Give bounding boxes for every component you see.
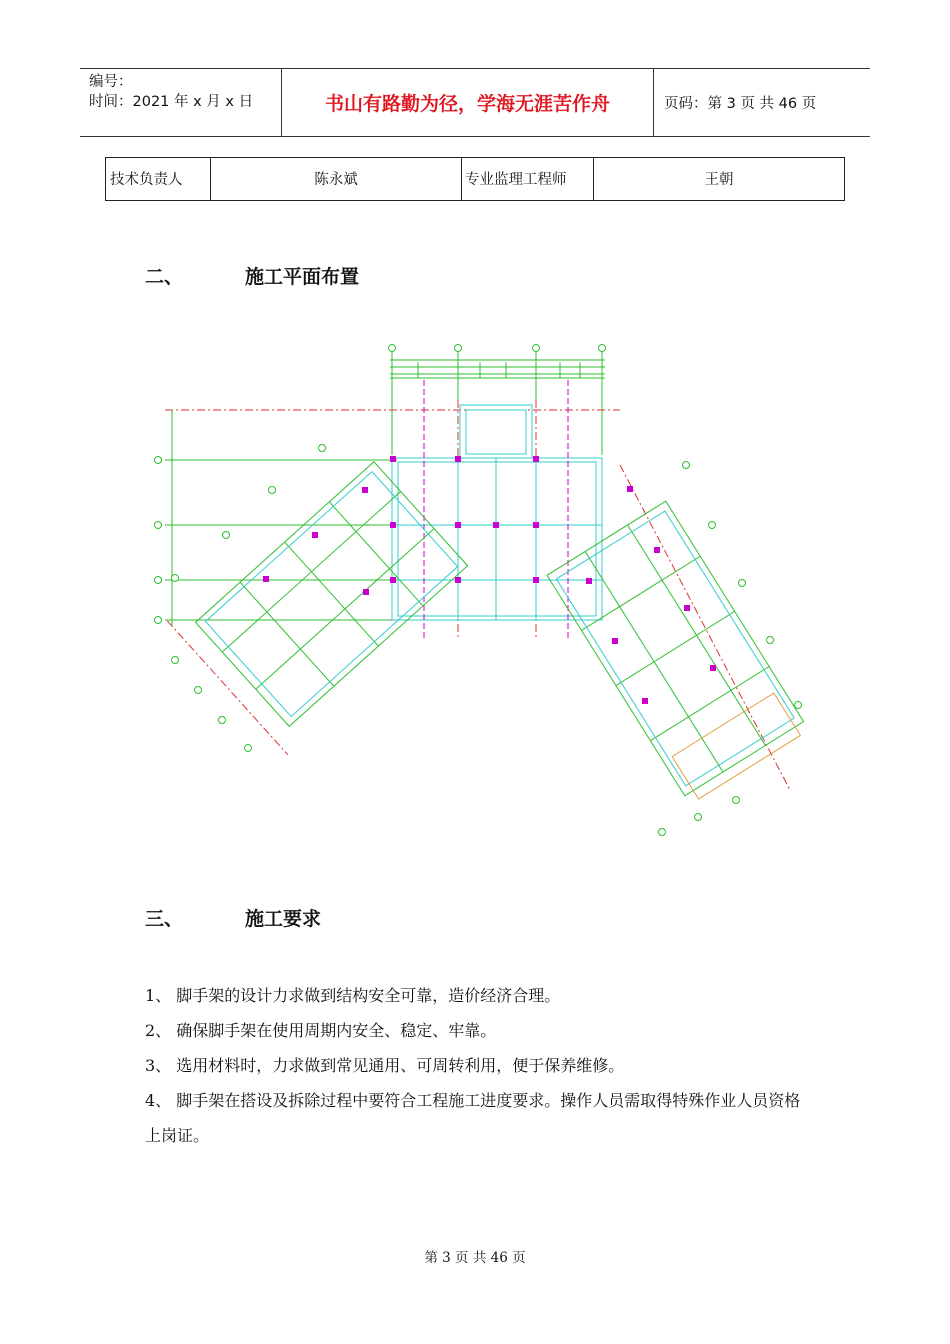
axis-bubbles: [155, 345, 802, 836]
section-number: 三、: [145, 908, 184, 930]
document-number-label: 编号：: [89, 74, 133, 90]
header-motto: 书山有路勤为径，学海无涯苦作舟: [282, 69, 654, 136]
section-heading-requirements: [145, 904, 321, 931]
supervisor-name: 王朝: [704, 172, 734, 188]
section-title: 施工要求: [245, 908, 322, 930]
left-dimension-lines: [165, 410, 390, 625]
requirement-item: 1、 脚手架的设计力求做到结构安全可靠，造价经济合理。: [145, 986, 561, 1005]
requirement-item: 4、 脚手架在搭设及拆除过程中要符合工程施工进度要求。操作人员需取得特殊作业人员资格上岗证。: [145, 1091, 801, 1145]
page-header: [80, 68, 870, 137]
requirement-item: 2、 确保脚手架在使用周期内安全、稳定、牢靠。: [145, 1021, 497, 1040]
supervisor-label: 专业监理工程师: [462, 158, 594, 200]
requirements-list: [145, 978, 805, 1153]
page-footer: 第 3 页 共 46 页: [424, 1250, 526, 1266]
construction-plan-drawing: [150, 340, 810, 860]
signature-table: [105, 157, 845, 201]
header-page-info: 页码：第 3 页 共 46 页: [664, 96, 817, 112]
section-number: 二、: [145, 266, 184, 288]
tech-lead-label: 技术负责人: [106, 158, 211, 200]
top-dimension-lines: [390, 350, 605, 455]
left-wing: [167, 447, 481, 755]
document-time-label: 时间：2021 年 x 月 x 日: [89, 94, 254, 110]
requirement-item: 3、 选用材料时，力求做到常见通用、可周转利用，便于保养维修。: [145, 1056, 625, 1075]
right-wing: [547, 501, 809, 804]
section-title: 施工平面布置: [245, 266, 360, 288]
tech-lead-name: 陈永斌: [211, 158, 462, 200]
header-meta: [80, 69, 282, 136]
section-heading-layout: [145, 262, 359, 289]
